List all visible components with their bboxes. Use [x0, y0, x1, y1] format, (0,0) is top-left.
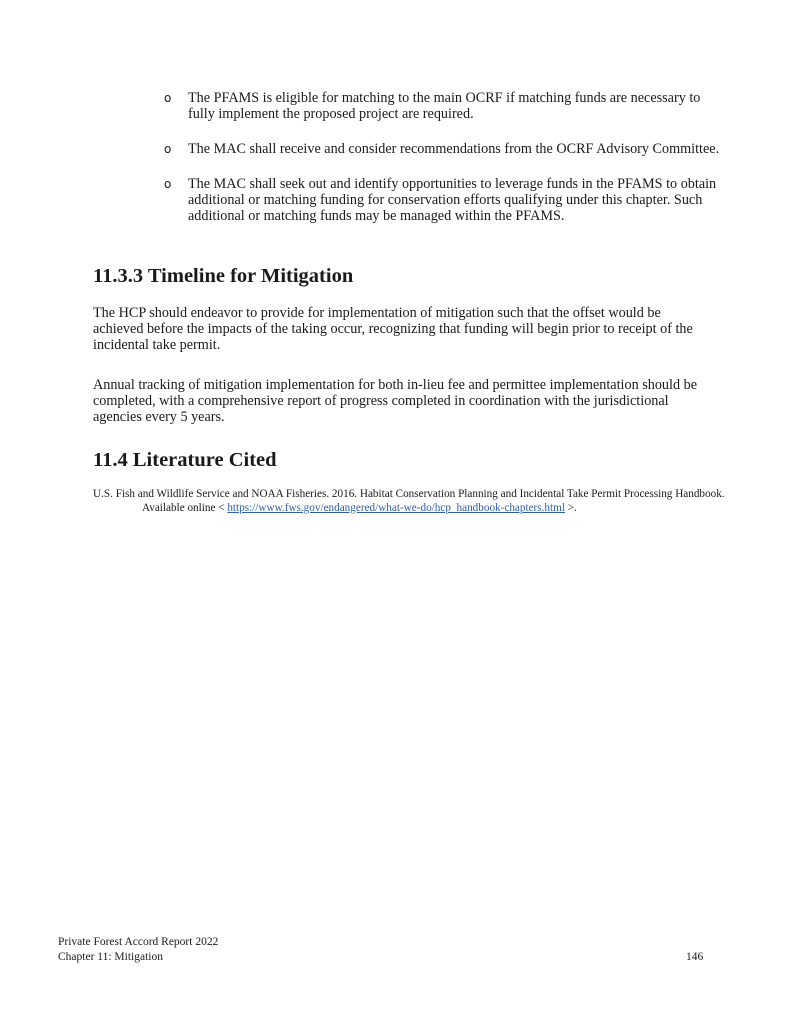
bullet-text: The MAC shall receive and consider recommendations from the OCRF Advisory Committee. — [188, 141, 720, 157]
bullet-text: The MAC shall seek out and identify opportunities to leverage funds in the PFAMS to obtain additional or matching funding for conservation efforts qualifying under this chapter. Such additional or matching funds may be managed within the PFAMS. — [188, 176, 717, 224]
footer — [58, 935, 218, 965]
bullet-item — [160, 90, 720, 122]
paragraph: Annual tracking of mitigation implementation for both in-lieu fee and permittee implementation should be completed, with a comprehensive report of progress completed in coordination with the jurisdictional agencies every 5 years. — [93, 377, 697, 425]
section-heading-timeline: 11.3.3 Timeline for Mitigation — [93, 265, 354, 287]
bullet-list — [160, 90, 720, 243]
bullet-marker: o — [164, 177, 172, 191]
bullet-marker: o — [164, 142, 172, 156]
bullet-item — [160, 176, 720, 224]
footer-report-title: Private Forest Accord Report 2022 — [58, 936, 219, 948]
paragraph: The HCP should endeavor to provide for implementation of mitigation such that the offset would be achieved before the impacts of the taking occur, recognizing that funding will begin prior to receipt of the incidental take permit. — [93, 305, 693, 353]
footer-chapter: Chapter 11: Mitigation — [58, 951, 163, 963]
section-heading-literature: 11.4 Literature Cited — [93, 449, 277, 471]
bullet-text: The PFAMS is eligible for matching to the main OCRF if matching funds are necessary to fully implement the proposed project are required. — [188, 90, 701, 122]
page-number: 146 — [686, 951, 704, 963]
bullet-marker: o — [164, 91, 172, 105]
citation-entry — [93, 488, 752, 515]
bullet-item — [160, 141, 720, 157]
citation-end: >. — [564, 501, 577, 514]
citation-link[interactable]: https://www.fws.gov/endangered/what-we-do/hcp_handbook-chapters.html — [227, 501, 565, 514]
citation-text: U.S. Fish and Wildlife Service and NOAA Fisheries. 2016. Habitat Conservation Planning and Incidental Take Permit Processing Handbook. Available online < — [93, 488, 725, 514]
